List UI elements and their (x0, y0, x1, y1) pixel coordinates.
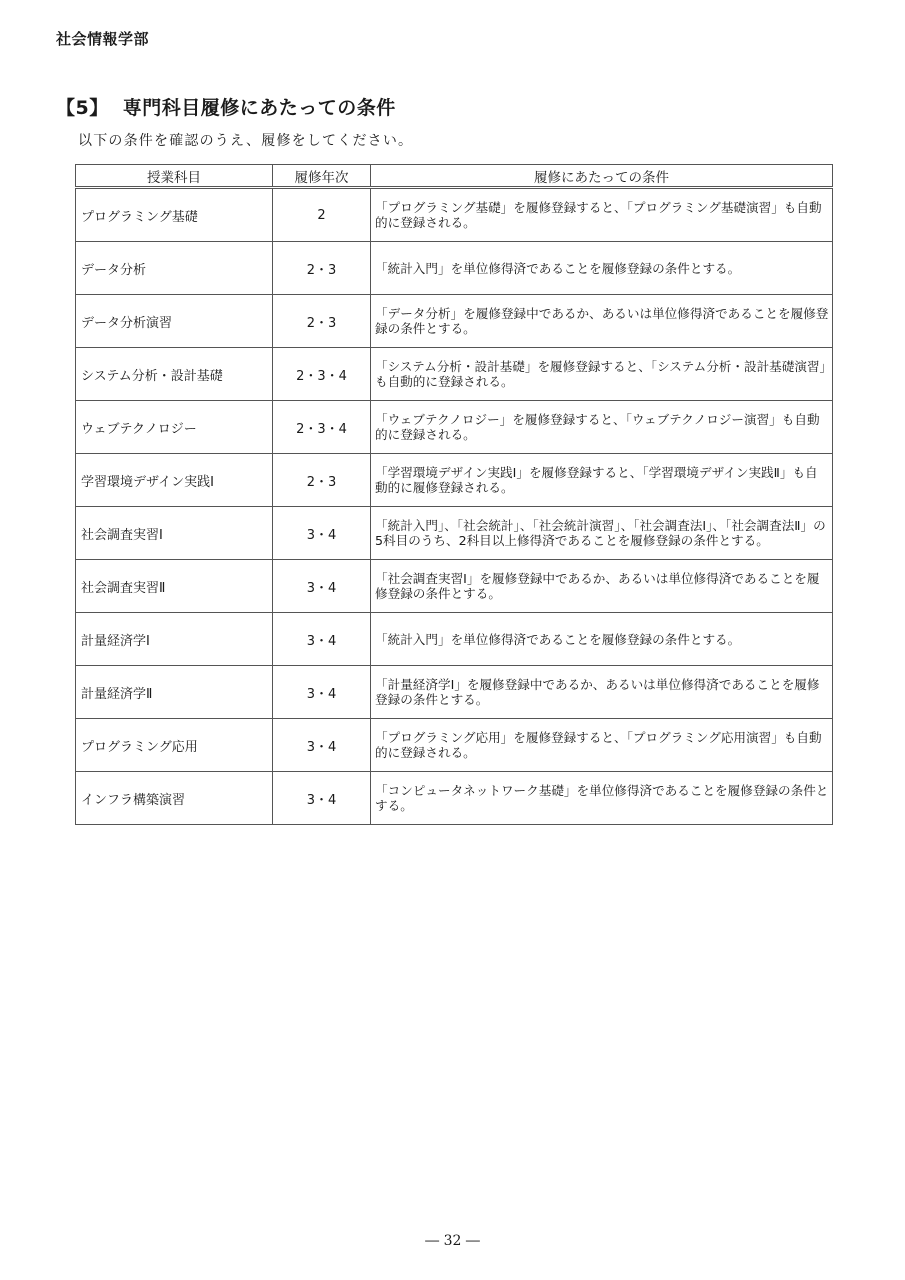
subject-cell: インフラ構築演習 (76, 772, 273, 825)
condition-cell: 「ウェブテクノロジー」を履修登録すると、「ウェブテクノロジー演習」も自動的に登録される。 (371, 401, 833, 454)
subject-cell: ウェブテクノロジー (76, 401, 273, 454)
year-cell: 2 (273, 188, 371, 242)
condition-cell: 「学習環境デザイン実践Ⅰ」を履修登録すると、「学習環境デザイン実践Ⅱ」も自動的に履修登録される。 (371, 454, 833, 507)
table-row (76, 295, 833, 348)
conditions-table (75, 164, 833, 825)
condition-cell: 「プログラミング応用」を履修登録すると、「プログラミング応用演習」も自動的に登録される。 (371, 719, 833, 772)
table-row (76, 454, 833, 507)
condition-cell: 「データ分析」を履修登録中であるか、あるいは単位修得済であることを履修登録の条件とする。 (371, 295, 833, 348)
subject-cell: 学習環境デザイン実践Ⅰ (76, 454, 273, 507)
year-cell: 3・4 (273, 772, 371, 825)
year-cell: 2・3 (273, 295, 371, 348)
year-cell: 3・4 (273, 560, 371, 613)
table-row (76, 666, 833, 719)
condition-cell: 「コンピュータネットワーク基礎」を単位修得済であることを履修登録の条件とする。 (371, 772, 833, 825)
subject-cell: 社会調査実習Ⅰ (76, 507, 273, 560)
year-cell: 3・4 (273, 613, 371, 666)
subject-cell: データ分析演習 (76, 295, 273, 348)
header-condition: 履修にあたっての条件 (371, 165, 833, 188)
year-cell: 2・3 (273, 454, 371, 507)
subject-cell: データ分析 (76, 242, 273, 295)
year-cell: 3・4 (273, 666, 371, 719)
section-number: 【5】 (56, 97, 109, 119)
subject-cell: プログラミング基礎 (76, 188, 273, 242)
condition-cell: 「統計入門」を単位修得済であることを履修登録の条件とする。 (371, 242, 833, 295)
subject-cell: 計量経済学Ⅰ (76, 613, 273, 666)
subject-cell: プログラミング応用 (76, 719, 273, 772)
table-row (76, 348, 833, 401)
table-row (76, 401, 833, 454)
condition-cell: 「統計入門」、「社会統計」、「社会統計演習」、「社会調査法Ⅰ」、「社会調査法Ⅱ」の5科目のうち、2科目以上修得済であることを履修登録の条件とする。 (371, 507, 833, 560)
year-cell: 3・4 (273, 719, 371, 772)
section-heading (56, 93, 396, 120)
table-row (76, 719, 833, 772)
subject-cell: 計量経済学Ⅱ (76, 666, 273, 719)
table-header-row (76, 165, 833, 188)
table-row (76, 772, 833, 825)
table-row (76, 613, 833, 666)
header-year: 履修年次 (273, 165, 371, 188)
section-title: 専門科目履修にあたっての条件 (122, 97, 396, 119)
header-subject: 授業科目 (76, 165, 273, 188)
year-cell: 3・4 (273, 507, 371, 560)
table-row (76, 188, 833, 242)
intro-text: 以下の条件を確認のうえ、履修をしてください。 (78, 133, 414, 149)
condition-cell: 「プログラミング基礎」を履修登録すると、「プログラミング基礎演習」も自動的に登録される。 (371, 188, 833, 242)
condition-cell: 「システム分析・設計基礎」を履修登録すると、「システム分析・設計基礎演習」も自動的に登録される。 (371, 348, 833, 401)
subject-cell: システム分析・設計基礎 (76, 348, 273, 401)
condition-cell: 「統計入門」を単位修得済であることを履修登録の条件とする。 (371, 613, 833, 666)
condition-cell: 「社会調査実習Ⅰ」を履修登録中であるか、あるいは単位修得済であることを履修登録の条件とする。 (371, 560, 833, 613)
page-number: ― 32 ― (425, 1233, 480, 1249)
year-cell: 2・3 (273, 242, 371, 295)
faculty-name: 社会情報学部 (56, 30, 150, 48)
table-row (76, 560, 833, 613)
year-cell: 2・3・4 (273, 401, 371, 454)
condition-cell: 「計量経済学Ⅰ」を履修登録中であるか、あるいは単位修得済であることを履修登録の条件とする。 (371, 666, 833, 719)
table-row (76, 242, 833, 295)
table-row (76, 507, 833, 560)
subject-cell: 社会調査実習Ⅱ (76, 560, 273, 613)
year-cell: 2・3・4 (273, 348, 371, 401)
